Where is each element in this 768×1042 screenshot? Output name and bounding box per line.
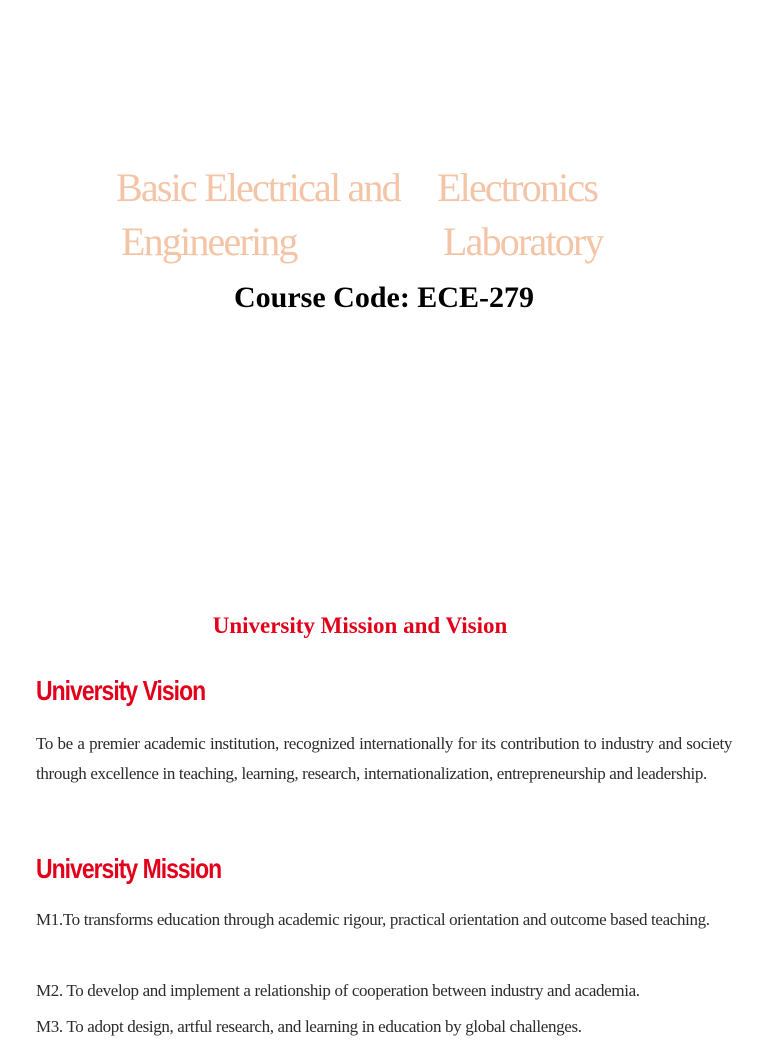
cover-title-line2-left: Engineering xyxy=(121,219,297,264)
cover-title-line1-right: Electronics xyxy=(437,165,598,210)
mission-item: M2. To develop and implement a relationship of cooperation between industry and academia. xyxy=(36,981,640,1000)
mission-vision-heading: University Mission and Vision xyxy=(212,613,508,638)
mission-heading: University Mission xyxy=(36,853,222,884)
cover-title-line1-left: Basic Electrical and xyxy=(116,165,400,210)
cover-title-line2-right: Laboratory xyxy=(443,219,603,264)
course-code: Course Code: ECE-279 xyxy=(234,281,534,314)
vision-heading: University Vision xyxy=(36,675,206,706)
mission-item: M3. To adopt design, artful research, and learning in education by global challenges. xyxy=(36,1017,582,1036)
mission-item: M1.To transforms education through academic rigour, practical orientation and outcome based teaching. xyxy=(36,910,710,929)
vision-text: To be a premier academic institution, recognized internationally for its contribution to industry and society through excellence in teaching, learning, research, internationalization, entrepreneurship and leadership. xyxy=(36,734,732,783)
